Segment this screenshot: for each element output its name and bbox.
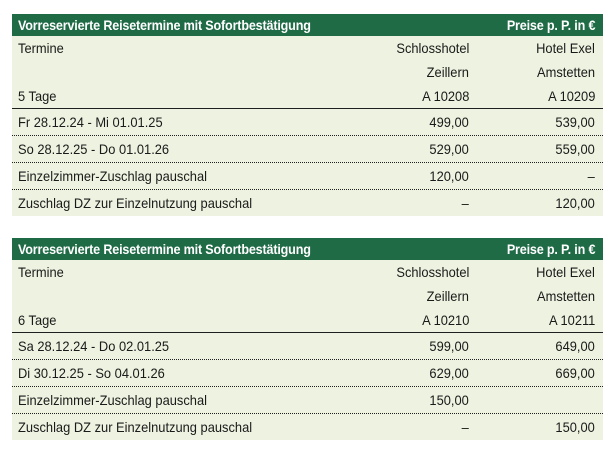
- table-row: [12, 109, 603, 136]
- row-label: Einzelzimmer-Zuschlag pauschal: [18, 168, 207, 184]
- hotel2-price: 120,00: [555, 195, 595, 211]
- header-row: [12, 284, 603, 308]
- hotel2-code: A 10209: [547, 88, 595, 104]
- hotel1-name-line1: Schlosshotel: [395, 40, 469, 56]
- hotel1-price: –: [461, 195, 469, 211]
- hotel2-price: –: [587, 168, 595, 184]
- header-row: [12, 36, 603, 60]
- hotel2-price: 150,00: [555, 419, 595, 435]
- table-row: [12, 190, 603, 216]
- row-label: Zuschlag DZ zur Einzelnutzung pauschal: [18, 195, 253, 211]
- header-row: [12, 260, 603, 284]
- hotel2-price: 559,00: [555, 141, 595, 157]
- duration-label: 6 Tage: [18, 312, 57, 328]
- hotel2-code: A 10211: [548, 312, 595, 328]
- hotel2-name-line2: Amstetten: [537, 288, 595, 304]
- table-header-bar: [12, 14, 603, 36]
- table-row: [12, 333, 603, 360]
- column-label-termine: Termine: [18, 264, 64, 280]
- row-label: So 28.12.25 - Do 01.01.26: [18, 141, 170, 157]
- table-row: [12, 387, 603, 414]
- hotel1-code: A 10208: [421, 88, 469, 104]
- table-header-bar: [12, 238, 603, 260]
- hotel2-price: 539,00: [555, 114, 595, 130]
- hotel1-price: 599,00: [429, 338, 469, 354]
- hotel2-name-line1: Hotel Exel: [536, 40, 595, 56]
- hotel1-price: –: [461, 419, 469, 435]
- row-label: Fr 28.12.24 - Mi 01.01.25: [18, 114, 163, 130]
- hotel1-name-line2: Zeillern: [426, 288, 469, 304]
- hotel2-price: 649,00: [555, 338, 595, 354]
- hotel2-price: 669,00: [555, 365, 595, 381]
- header-row: [12, 84, 603, 109]
- hotel2-name-line2: Amstetten: [537, 64, 595, 80]
- row-label: Sa 28.12.24 - Do 02.01.25: [18, 338, 170, 354]
- header-row: [12, 308, 603, 333]
- row-label: Di 30.12.25 - So 04.01.26: [18, 365, 165, 381]
- header-row: [12, 60, 603, 84]
- hotel1-price: 629,00: [429, 365, 469, 381]
- price-table-6-days: [12, 238, 603, 440]
- hotel1-price: 529,00: [429, 141, 469, 157]
- row-label: Einzelzimmer-Zuschlag pauschal: [18, 392, 207, 408]
- column-label-termine: Termine: [18, 40, 64, 56]
- table-title: Vorreservierte Reisetermine mit Sofortbestätigung: [18, 17, 311, 33]
- hotel1-price: 120,00: [429, 168, 469, 184]
- hotel1-price: 150,00: [429, 392, 469, 408]
- table-row: [12, 163, 603, 190]
- hotel1-name-line2: Zeillern: [426, 64, 469, 80]
- table-title: Vorreservierte Reisetermine mit Sofortbestätigung: [18, 241, 311, 257]
- hotel1-name-line1: Schlosshotel: [395, 264, 469, 280]
- table-row: [12, 136, 603, 163]
- price-note: Preise p. P. in €: [506, 241, 595, 257]
- row-label: Zuschlag DZ zur Einzelnutzung pauschal: [18, 419, 253, 435]
- duration-label: 5 Tage: [18, 88, 57, 104]
- price-note: Preise p. P. in €: [506, 17, 595, 33]
- table-row: [12, 360, 603, 387]
- hotel1-price: 499,00: [429, 114, 469, 130]
- hotel1-code: A 10210: [421, 312, 469, 328]
- price-table-5-days: [12, 14, 603, 216]
- hotel2-name-line1: Hotel Exel: [536, 264, 595, 280]
- table-row: [12, 414, 603, 440]
